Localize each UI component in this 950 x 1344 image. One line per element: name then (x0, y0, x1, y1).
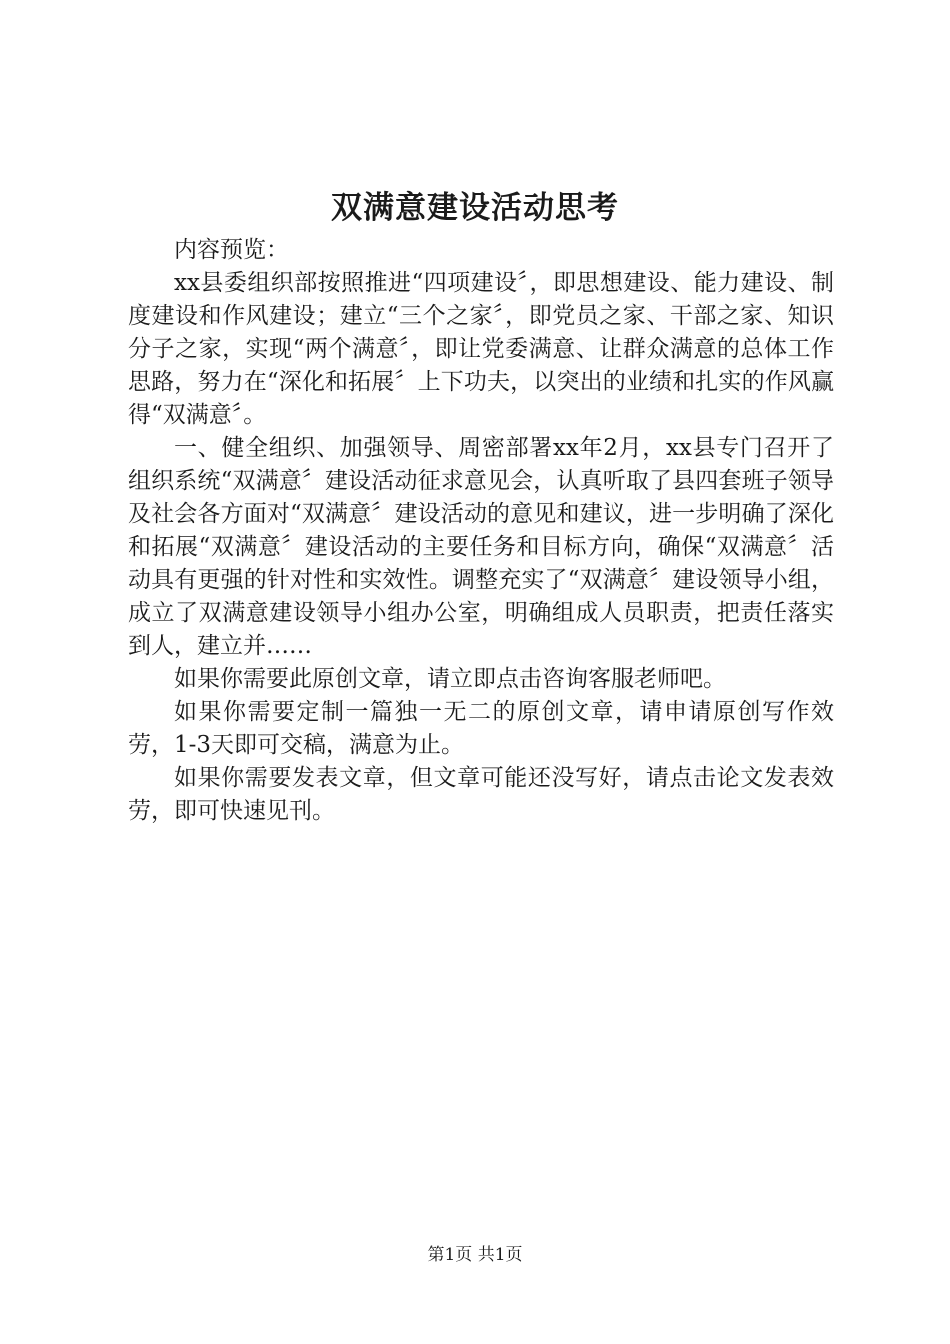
intro-paragraph: xx县委组织部按照推进“四项建设〞，即思想建设、能力建设、制度建设和作风建设；建立“三个之家〞，即党员之家、干部之家、知识分子之家，实现“两个满意〞，即让党委满意、让群众满意的总体工作思路，努力在“深化和拓展〞上下功夫，以突出的业绩和扎实的作风赢得“双满意〞。 (128, 270, 834, 428)
page-footer: 第1页 共1页 (427, 1245, 523, 1265)
custom-writing-paragraph: 如果你需要定制一篇独一无二的原创文章，请申请原创写作效劳，1-3天即可交稿，满意为止。 (128, 699, 834, 758)
document-title: 双满意建设活动思考 (331, 190, 619, 226)
section-one-paragraph: 一、健全组织、加强领导、周密部署xx年2月，xx县专门召开了组织系统“双满意〞建设活动征求意见会，认真听取了县四套班子领导及社会各方面对“双满意〞建设活动的意见和建议，进一步明确了深化和拓展“双满意〞建设活动的主要任务和目标方向，确保“双满意〞活动具有更强的针对性和实效性。调整充实了“双满意〞建设领导小组，成立了双满意建设领导小组办公室，明确组成人员职责，把责任落实到人，建立并…… (128, 435, 834, 659)
publish-service-paragraph: 如果你需要发表文章，但文章可能还没写好，请点击论文发表效劳，即可快速见刊。 (128, 765, 834, 824)
document-body (128, 234, 834, 828)
preview-label: 内容预览： (174, 237, 289, 263)
consult-service-paragraph: 如果你需要此原创文章，请立即点击咨询客服老师吧。 (174, 666, 726, 692)
